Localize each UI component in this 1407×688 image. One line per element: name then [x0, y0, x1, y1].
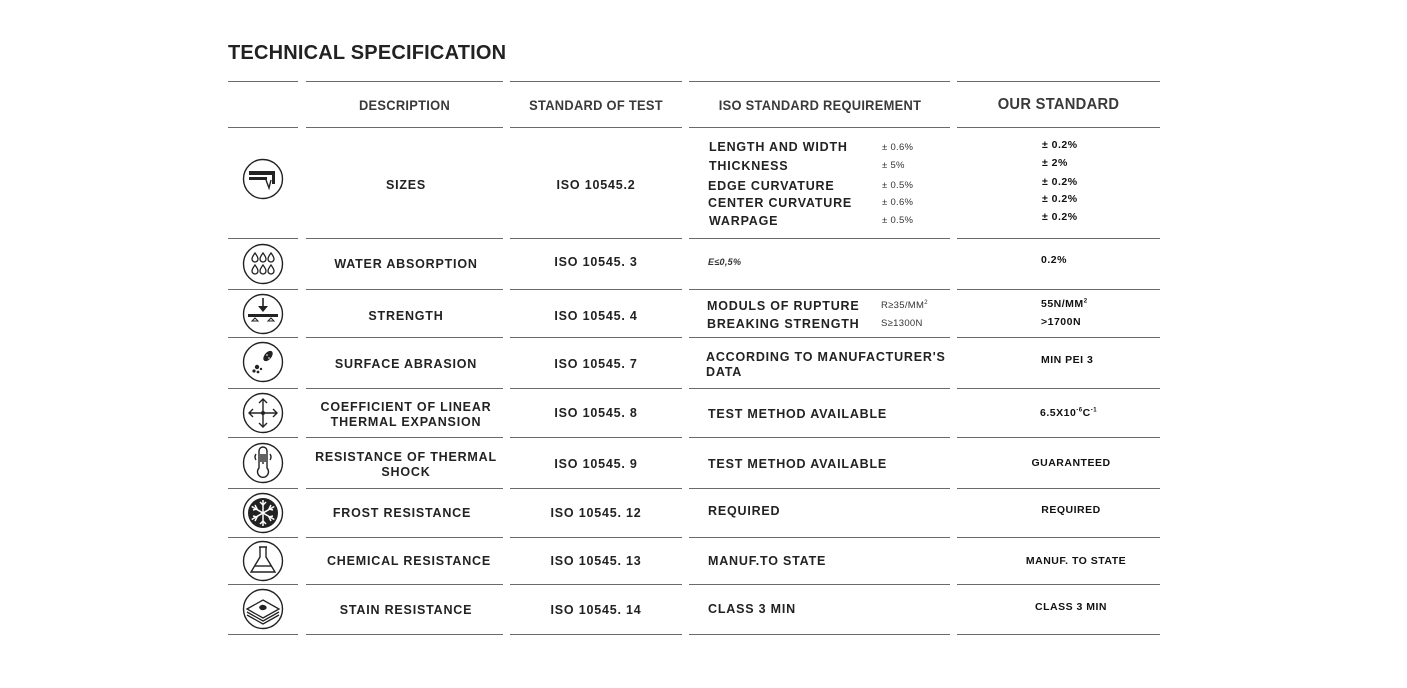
table-rule [510, 537, 682, 538]
row-standard: ISO 10545. 12 [550, 506, 642, 520]
table-rule [689, 437, 950, 438]
req-tolerance: ± 0.5% [882, 180, 914, 191]
header-standard-of-test: STANDARD OF TEST [529, 97, 663, 113]
row-standard: ISO 10545. 4 [554, 309, 638, 323]
row-description [306, 399, 506, 431]
table-rule [689, 584, 950, 585]
our-value: CLASS 3 MIN [1034, 601, 1107, 613]
our-value: >1700N [1041, 316, 1082, 328]
table-rule [306, 127, 503, 128]
row-standard: ISO 10545. 8 [554, 406, 638, 420]
expansion-arrows-icon [242, 392, 284, 434]
row-standard: ISO 10545. 14 [550, 603, 642, 617]
table-rule [228, 127, 298, 128]
table-rule [228, 634, 298, 635]
req-label: DATA [706, 365, 743, 379]
description-line: RESISTANCE OF THERMAL [315, 450, 497, 464]
req-tolerance: ± 0.6% [882, 197, 914, 208]
row-standard: ISO 10545. 3 [554, 255, 638, 269]
table-rule [510, 437, 682, 438]
table-rule [306, 537, 503, 538]
req-label: LENGTH AND WIDTH [709, 140, 848, 154]
row-description: WATER ABSORPTION [334, 256, 478, 271]
table-rule [228, 488, 298, 489]
header-iso-requirement: ISO STANDARD REQUIREMENT [718, 97, 922, 113]
our-value: ± 2% [1042, 157, 1068, 169]
description-line: THERMAL EXPANSION [330, 415, 482, 429]
table-rule [228, 81, 298, 82]
req-label: CLASS 3 MIN [708, 602, 796, 616]
our-value: ± 0.2% [1042, 193, 1078, 205]
table-rule [957, 238, 1160, 239]
table-rule [510, 634, 682, 635]
table-rule [510, 81, 682, 82]
table-rule [510, 488, 682, 489]
row-standard: ISO 10545. 7 [554, 357, 638, 371]
table-rule [306, 238, 503, 239]
our-value: ± 0.2% [1042, 211, 1078, 223]
table-rule [306, 437, 503, 438]
req-tolerance: ± 0.5% [882, 215, 914, 226]
table-rule [957, 289, 1160, 290]
table-rule [957, 388, 1160, 389]
our-value: $55N/MM^2$ [1041, 298, 1088, 310]
table-rule [689, 127, 950, 128]
table-rule [306, 584, 503, 585]
our-value: GUARANTEED [1031, 457, 1111, 469]
req-label: TEST METHOD AVAILABLE [708, 457, 888, 471]
table-rule [689, 488, 950, 489]
table-rule [510, 337, 682, 338]
table-rule [510, 127, 682, 128]
table-rule [228, 289, 298, 290]
table-rule [306, 81, 503, 82]
row-description: STRENGTH [368, 308, 444, 323]
table-rule [306, 634, 503, 635]
table-rule [510, 289, 682, 290]
table-rule [228, 537, 298, 538]
table-rule [957, 81, 1160, 82]
table-rule [306, 488, 503, 489]
req-label: THICKNESS [709, 159, 789, 173]
table-rule [689, 337, 950, 338]
row-description [306, 449, 506, 481]
table-rule [957, 537, 1160, 538]
our-value: ± 0.2% [1042, 139, 1078, 151]
table-rule [228, 437, 298, 438]
our-value: $6.5X10^{-6}C^{-1}$ [1040, 407, 1098, 419]
our-value: MIN PEI 3 [1041, 354, 1094, 366]
our-value: REQUIRED [1041, 504, 1101, 516]
table-rule [228, 337, 298, 338]
req-tolerance: S≥1300N [881, 318, 923, 329]
row-description: SURFACE ABRASION [334, 356, 478, 371]
flask-icon [242, 540, 284, 582]
req-label: MANUF.TO STATE [708, 554, 827, 568]
req-label: MODULS OF RUPTURE [707, 299, 860, 313]
header-description: DESCRIPTION [358, 97, 451, 113]
table-rule [228, 584, 298, 585]
thermometer-icon [242, 442, 284, 484]
table-rule [228, 388, 298, 389]
description-line: COEFFICIENT OF LINEAR [320, 400, 492, 414]
water-drops-icon [242, 243, 284, 285]
caliper-measure-icon [242, 158, 284, 200]
req-tolerance: ± 5% [882, 160, 905, 171]
row-description: FROST RESISTANCE [332, 505, 472, 520]
table-rule [957, 337, 1160, 338]
req-label: REQUIRED [708, 504, 781, 518]
page-title: TECHNICAL SPECIFICATION [228, 42, 507, 64]
footprint-icon [242, 341, 284, 383]
table-rule [957, 127, 1160, 128]
header-our-standard: OUR STANDARD [997, 96, 1120, 113]
row-standard: ISO 10545. 13 [550, 554, 642, 568]
req-label: ACCORDING TO MANUFACTURER'S [706, 350, 946, 364]
row-description: SIZES [385, 177, 427, 192]
table-rule [689, 388, 950, 389]
row-standard: ISO 10545.2 [556, 178, 636, 192]
req-label: CENTER CURVATURE [708, 196, 853, 210]
our-value: MANUF. TO STATE [1025, 555, 1127, 567]
req-label: EDGE CURVATURE [708, 179, 835, 193]
table-rule [510, 238, 682, 239]
row-description: STAIN RESISTANCE [339, 602, 473, 617]
snowflake-icon [242, 492, 284, 534]
table-rule [689, 289, 950, 290]
req-tolerance: $R\ge 35/MM^2$ [881, 300, 928, 312]
table-rule [306, 289, 503, 290]
table-rule [689, 537, 950, 538]
table-rule [306, 388, 503, 389]
table-rule [957, 437, 1160, 438]
table-rule [689, 238, 950, 239]
req-tolerance: ± 0.6% [882, 142, 914, 153]
table-rule [689, 81, 950, 82]
table-rule [510, 584, 682, 585]
table-rule [228, 238, 298, 239]
load-press-icon [242, 293, 284, 335]
row-standard: ISO 10545. 9 [554, 457, 638, 471]
req-label: TEST METHOD AVAILABLE [708, 407, 888, 421]
stain-tile-icon [242, 588, 284, 630]
table-rule [510, 388, 682, 389]
our-value: 0.2% [1041, 254, 1067, 266]
req-label: WARPAGE [709, 214, 779, 228]
req-label: BREAKING STRENGTH [707, 317, 860, 331]
table-rule [957, 584, 1160, 585]
row-description: CHEMICAL RESISTANCE [326, 553, 492, 568]
req-value: E≤0,5% [708, 257, 742, 267]
table-rule [689, 634, 950, 635]
description-line: SHOCK [381, 465, 431, 479]
table-rule [957, 488, 1160, 489]
table-rule [306, 337, 503, 338]
our-value: ± 0.2% [1042, 176, 1078, 188]
table-rule [957, 634, 1160, 635]
